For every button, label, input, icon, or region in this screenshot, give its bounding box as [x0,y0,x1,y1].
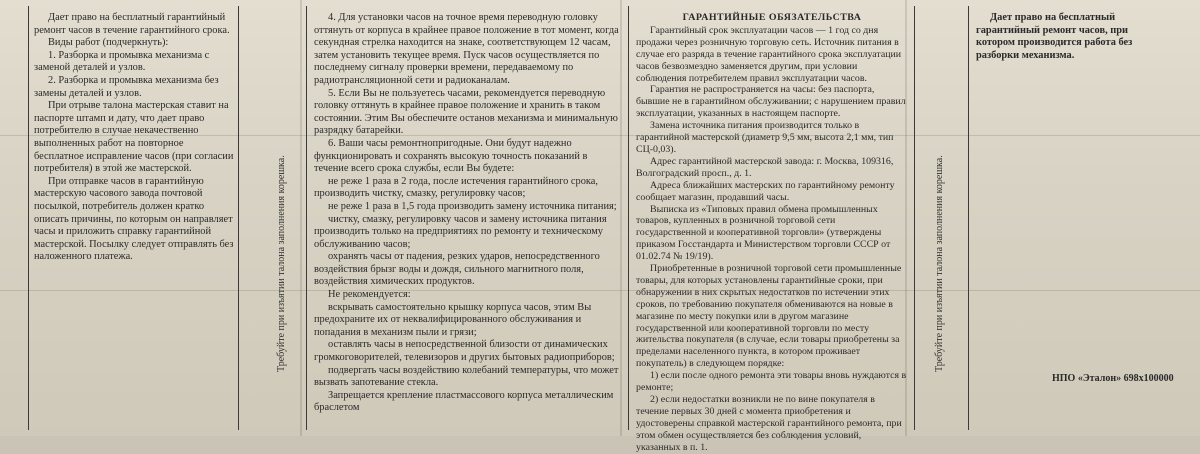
warranty-column [636,12,908,453]
instruction-paragraph: охранять часы от падения, резких ударов, непосредственного воздействия брызг воды и дождя, сильного магнитного поля, воздействия химических продуктов. [314,251,600,288]
fold-line [300,0,302,436]
warranty-heading: ГАРАНТИЙНЫЕ ОБЯЗАТЕЛЬСТВА [682,12,862,23]
instruction-paragraph: 6. Ваши часы ремонтнопригодные. Они будут надежно функционировать и сохранять высокую точность показаний в течение всего срока службы, если Вы будете: [314,137,588,175]
column-border [968,6,969,430]
instruction-paragraph: вскрывать самостоятельно крышку корпуса часов, этим Вы предохраните их от неквалифицированного обслуживания и попадания в механизм пыли и грязи; [314,301,592,338]
warranty-paragraph: Выписка из «Типовых правил обмена промышленных товаров, купленных в розничной торговой сети государственной и кооперативной торговли» (утверждены приказом Госстандарта и Министерством торговли СССР от 01.02.74 № 19/19). [636,203,891,263]
coupon-text-column [976,12,1156,132]
column-border [238,6,239,430]
warranty-paragraph: Адреса ближайших мастерских по гарантийному ремонту сообщает магазин, продавший часы. [636,179,895,203]
instruction-paragraph: подвергать часы воздействию колебаний температуры, что может вызвать запотевание стекла. [314,364,619,389]
instruction-paragraph: чистку, смазку, регулировку часов и замену источника питания производить только на предприятиях по ремонту и техническому обслуживанию часов; [314,213,607,250]
instruction-paragraph: оставлять часы в непосредственной близости от динамических громкоговорителей, телевизоров и других бытовых радиоприборов; [314,339,615,364]
coupon-paragraph: Виды работ (подчеркнуть): [48,37,169,49]
instruction-paragraph: Не рекомендуется: [328,289,411,301]
instruction-paragraph: не реже 1 раза в 1,5 года производить замену источника питания; [328,200,617,212]
column-border [28,6,29,430]
instruction-paragraph: 4. Для установки часов на точное время переводную головку оттянуть от корпуса в крайнее правое положение в тот момент, когда секундная стрелка находится на знаке, соответствующем 12 часам, затем установить текущее время. Пуск часов осуществляется по последнему сигналу проверки времени, передаваемому по радиотрансляционной сети и радиоканалам. [314,12,619,86]
coupon-paragraph: 2. Разборка и промывка механизма без замены деталей и узлов. [34,74,219,99]
coupon-paragraph: При отправке часов в гарантийную мастерскую часового завода почтовой посылкой, потребитель должен кратко описать причины, по которым он направляет часы и приложить справку гарантийной мастерской. Посылку следует отправлять без наложенного платежа. [34,175,234,263]
warranty-paragraph: Замена источника питания производится только в гарантийной мастерской (диаметр 9,5 мм, высота 2,1 мм, тип СЦ-0,03). [636,120,894,155]
print-code: НПО «Эталон» 698x100000 [1052,373,1174,384]
instruction-paragraph: 5. Если Вы не пользуетесь часами, рекомендуется переводную головку оттянуть в крайнее правое положение и хранить в таком состоянии. Этим Вы обеспечите останов механизма и минимальную разрядку батарейки. [314,87,618,137]
instructions-column [314,12,622,420]
instruction-paragraph: не реже 1 раза в 2 года, после истечения гарантийного срока, производить чистку, смазку, регулировку часов; [314,175,599,200]
warranty-paragraph: Гарантия не распространяется на часы: без паспорта, бывшие не в гарантийном обслуживании; с нарушением правил эксплуатации, указанных в настоящем паспорте. [636,84,906,120]
instruction-paragraph: Запрещается крепление пластмассового корпуса металлическим браслетом [314,389,614,414]
coupon-paragraph: Дает право на бесплатный гарантийный ремонт часов, при котором производится работа без разборки механизма. [976,12,1133,61]
stub-vertical-note: Требуйте при изъятии талона заполнения корешка. [276,155,287,372]
coupon-paragraph: 1. Разборка и промывка механизма с заменой деталей и узлов. [34,49,210,74]
warranty-paragraph: Гарантийный срок эксплуатации часов — 1 год со дня продажи через розничную торговую сеть. Источник питания в случае его разряда в течение гарантийного срока эксплуатации часов безвозмездно заменяется другим, при условии соблюдения потребителем правил эксплуатации часов. [636,24,902,84]
coupon-paragraph: Дает право на бесплатный гарантийный ремонт часов в течение гарантийного срока. [34,12,230,36]
warranty-paragraph: Адрес гарантийной мастерской завода: г. Москва, 109316, Волгоградский просп., д. 1. [636,155,894,179]
stub-vertical-note: Требуйте при изъятии талона заполнения корешка. [934,155,945,372]
coupon-text-column [34,12,234,412]
warranty-paragraph: Приобретенные в розничной торговой сети промышленные товары, для которых установлены гарантийные сроки, при обнаружении в них скрытых недостатков по истечении этих сроков, по требованию покупателя обмениваются на новые в магазине по месту покупки или в другом магазине государственной или кооперативной торговли по месту жительства покупателя (в случае, если товары приобретены за пределами населенного пункта, в котором проживает покупатель) в следующем порядке: [636,263,902,370]
column-border [914,6,915,430]
coupon-paragraph: При отрыве талона мастерская ставит на паспорте штамп и дату, что дает право потребителю в случае некачественно выполненных работ на повторное бесплатное исправление часов (при согласии потребителя) в этой же мастерской. [34,100,234,175]
column-border [628,6,629,430]
warranty-paragraph: 2) если недостатки возникли не по вине покупателя в течение первых 30 дней с момента приобретения и удостоверены справкой мастерской гарантийного ремонта, при этом обмен осуществляется без соблюдения условий, указанных в п. 1. [636,394,902,453]
column-border [306,6,307,430]
warranty-paragraph: 1) если после одного ремонта эти товары вновь нуждаются в ремонте; [636,370,907,394]
